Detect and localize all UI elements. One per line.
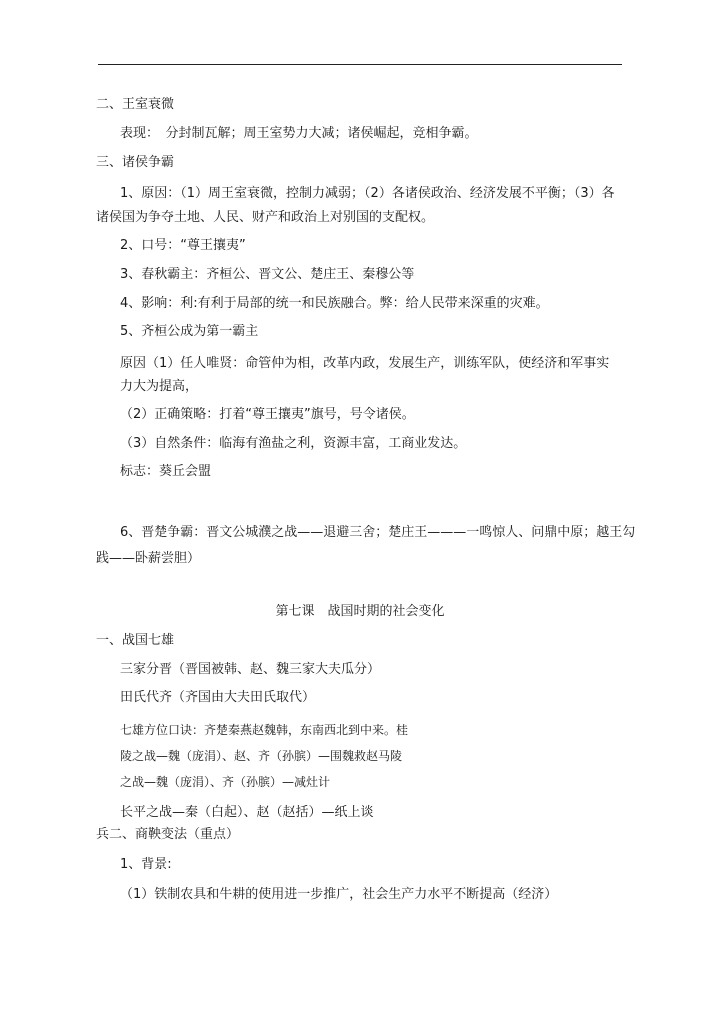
first-hegemon-conditions: （3）自然条件：临海有渔盐之利，资源丰富，工商业发达。	[120, 436, 467, 451]
mnemonic-line1: 七雄方位口诀：齐楚秦燕赵魏韩，东南西北到中来。桂	[120, 723, 409, 737]
section-heading-seven-states: 一、战国七雄	[96, 633, 175, 648]
changping-battle: 长平之战—秦（白起）、赵（赵括）—纸上谈	[120, 805, 374, 820]
section-heading-hegemony: 三、诸侯争霸	[96, 155, 175, 170]
hegemony-impact: 4、影响：利:有利于局部的统一和民族融合。弊：给人民带来深重的灾难。	[120, 296, 549, 311]
hegemony-cause-line1: 1、原因：（1）周王室衰微，控制力减弱；（2）各诸侯政治、经济发展不平衡；（3）各	[120, 186, 615, 201]
hegemony-slogan: 2、口号：“尊王攘夷”	[120, 238, 246, 253]
first-hegemon-symbol: 标志：葵丘会盟	[120, 464, 212, 479]
first-hegemon-reason-line1: 原因（1）任人唯贤：命管仲为相，改革内政，发展生产，训练军队，使经济和军事实	[120, 356, 610, 371]
section-heading-shang-yang: 兵二、商鞅变法（重点）	[96, 827, 240, 842]
tian-replaces-qi: 田氏代齐（齐国由大夫田氏取代）	[120, 690, 316, 705]
hegemony-hegemons: 3、春秋霸主：齐桓公、晋文公、楚庄王、秦穆公等	[120, 267, 415, 282]
hegemony-first-hegemon: 5、齐桓公成为第一霸主	[120, 324, 259, 339]
first-hegemon-reason-line2: 力大为提高，	[120, 379, 199, 394]
jin-chu-hegemony-line2: 践——卧薪尝胆）	[96, 551, 201, 566]
royal-decline-text: 表现： 分封制瓦解；周王室势力大减；诸侯崛起，竞相争霸。	[120, 126, 478, 141]
background-text: （1）铁制农具和牛耕的使用进一步推广，社会生产力水平不断提高（经济）	[120, 887, 558, 902]
jin-chu-hegemony-line1: 6、晋楚争霸：晋文公城濮之战——退避三舍；楚庄王———一鸣惊人、问鼎中原；越王勾	[120, 525, 636, 540]
hegemony-cause-line2: 诸侯国为争夺土地、人民、财产和政治上对别国的支配权。	[96, 210, 435, 225]
three-families-partition: 三家分晋（晋国被韩、赵、魏三家大夫瓜分）	[120, 662, 381, 677]
lesson7-title: 第七课 战国时期的社会变化	[275, 604, 445, 619]
mnemonic-line3: 之战—魏（庞涓）、齐（孙膑）—减灶计	[120, 775, 331, 789]
section-heading-royal-decline: 二、王室衰微	[96, 97, 175, 112]
header-rule	[98, 64, 622, 65]
background-label: 1、背景:	[120, 857, 172, 872]
first-hegemon-strategy: （2）正确策略：打着“尊王攘夷”旗号，号令诸侯。	[120, 407, 415, 422]
mnemonic-line2: 陵之战—魏（庞涓）、赵、齐（孙膑）—围魏救赵马陵	[120, 749, 403, 763]
